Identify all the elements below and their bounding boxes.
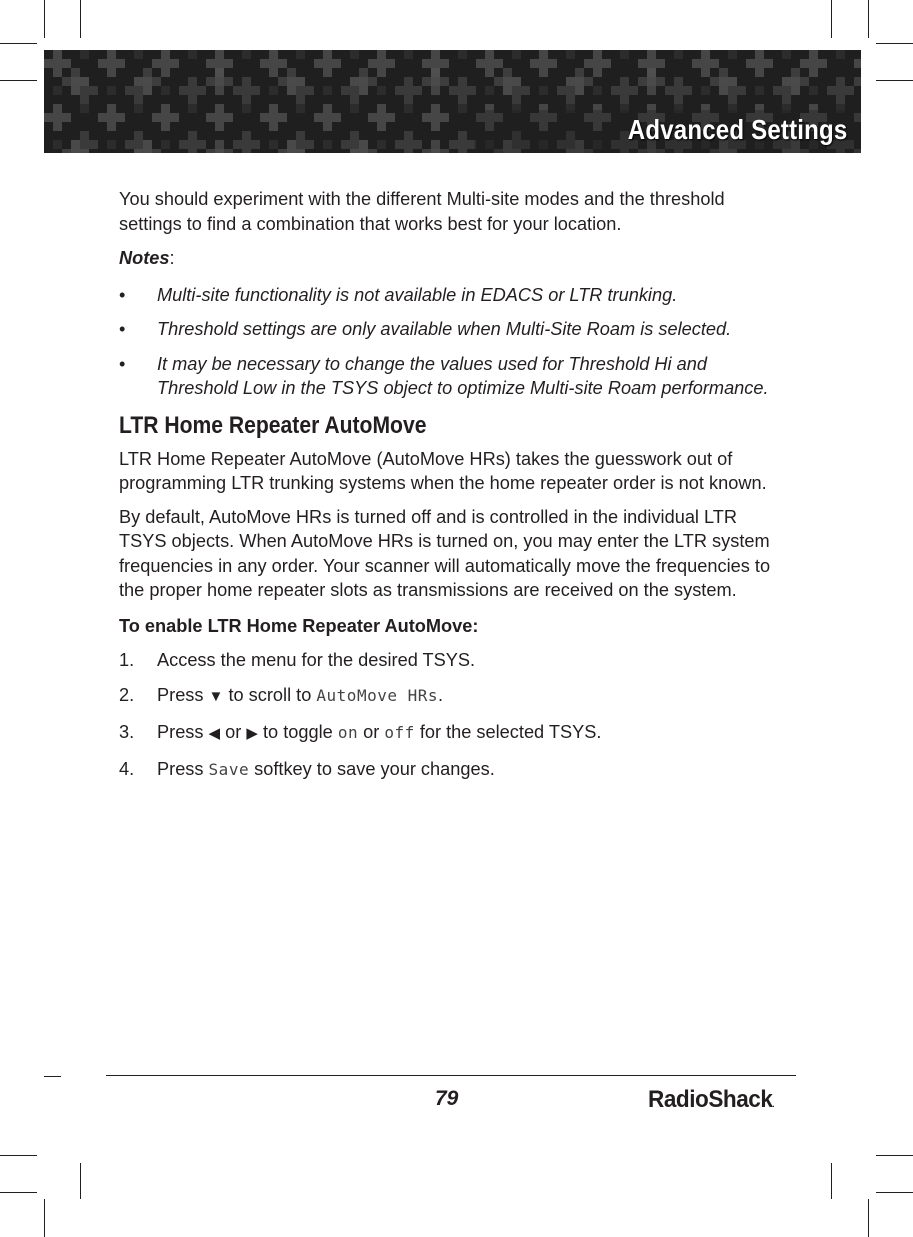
notes-list bbox=[119, 283, 779, 401]
left-arrow-icon: ◀ bbox=[208, 725, 221, 742]
main-content bbox=[119, 187, 779, 793]
procedure-steps bbox=[119, 648, 779, 783]
step-text: Press bbox=[157, 759, 209, 779]
crop-mark bbox=[876, 43, 913, 44]
section-heading: LTR Home Repeater AutoMove bbox=[119, 411, 427, 439]
step-text: . bbox=[438, 685, 444, 705]
crop-mark bbox=[44, 1199, 45, 1237]
crop-mark bbox=[876, 1192, 913, 1193]
step-item bbox=[119, 757, 779, 783]
footer-rule bbox=[106, 1075, 796, 1076]
crop-mark bbox=[868, 0, 869, 38]
step-text: Press bbox=[157, 722, 209, 742]
crop-mark bbox=[0, 1192, 37, 1193]
body-paragraph: By default, AutoMove HRs is turned off and is controlled in the individual LTR TSYS objects. When AutoMove HRs is turned on, you may enter the LTR system frequencies in any order. Your scanner will automatically move the frequencies to the proper home repeater slots as transmissions are received on the system. bbox=[119, 506, 771, 600]
crop-mark bbox=[876, 80, 913, 81]
page-number: 79 bbox=[435, 1087, 459, 1110]
lcd-text: on bbox=[337, 723, 359, 742]
right-arrow-icon: ▶ bbox=[246, 725, 258, 742]
crop-mark bbox=[80, 0, 81, 38]
crop-mark bbox=[44, 1076, 61, 1077]
brand-name: RadioShack bbox=[648, 1086, 773, 1113]
step-text: or bbox=[358, 722, 385, 742]
bullet-icon: • bbox=[119, 319, 126, 339]
note-text: It may be necessary to change the values used for Threshold Hi and Threshold Low in the TSYS object to optimize Multi-site Roam performance. bbox=[157, 353, 769, 398]
step-number: 1. bbox=[119, 650, 135, 670]
crop-mark bbox=[0, 43, 37, 44]
chapter-title: Advanced Settings bbox=[627, 114, 847, 145]
brand-logo bbox=[648, 1086, 775, 1114]
list-item bbox=[119, 283, 779, 308]
step-number: 2. bbox=[119, 685, 135, 705]
crop-mark bbox=[0, 1155, 37, 1156]
step-number: 4. bbox=[119, 759, 135, 779]
step-text: softkey to save your changes. bbox=[249, 759, 495, 779]
step-text: to scroll to bbox=[223, 685, 317, 705]
bullet-icon: • bbox=[119, 284, 126, 305]
note-text: Threshold settings are only available when Multi-Site Roam is selected. bbox=[157, 319, 732, 339]
step-text: to toggle bbox=[257, 722, 338, 742]
crop-mark bbox=[831, 1163, 832, 1199]
crop-mark bbox=[0, 80, 37, 81]
down-arrow-icon: ▼ bbox=[208, 688, 224, 705]
step-item bbox=[119, 683, 779, 710]
list-item bbox=[119, 317, 779, 342]
crop-mark bbox=[44, 0, 45, 38]
brand-mark: . bbox=[772, 1100, 775, 1109]
list-item bbox=[119, 352, 779, 401]
crop-mark bbox=[831, 0, 832, 38]
notes-colon: : bbox=[169, 248, 175, 268]
note-text: Multi-site functionality is not available in EDACS or LTR trunking. bbox=[157, 284, 678, 305]
crop-mark bbox=[868, 1199, 869, 1237]
lcd-text: AutoMove HRs bbox=[316, 686, 438, 705]
notes-heading bbox=[119, 246, 779, 271]
step-text: or bbox=[220, 722, 247, 742]
step-item bbox=[119, 720, 779, 747]
lcd-text: Save bbox=[208, 760, 250, 779]
step-text: for the selected TSYS. bbox=[414, 722, 602, 742]
step-item bbox=[119, 648, 779, 673]
crop-mark bbox=[876, 1155, 913, 1156]
body-paragraph: LTR Home Repeater AutoMove (AutoMove HRs) takes the guesswork out of programming LTR trunking systems when the home repeater order is not known. bbox=[119, 448, 767, 493]
notes-label: Notes bbox=[119, 248, 170, 268]
intro-paragraph: You should experiment with the different Multi-site modes and the threshold settings to find a combination that works best for your location. bbox=[119, 189, 725, 234]
step-text: Press bbox=[157, 685, 209, 705]
step-number: 3. bbox=[119, 722, 135, 742]
step-text: Access the menu for the desired TSYS. bbox=[157, 650, 476, 670]
lcd-text: off bbox=[384, 723, 415, 742]
crop-mark bbox=[80, 1163, 81, 1199]
procedure-heading: To enable LTR Home Repeater AutoMove: bbox=[119, 615, 479, 636]
bullet-icon: • bbox=[119, 353, 126, 374]
